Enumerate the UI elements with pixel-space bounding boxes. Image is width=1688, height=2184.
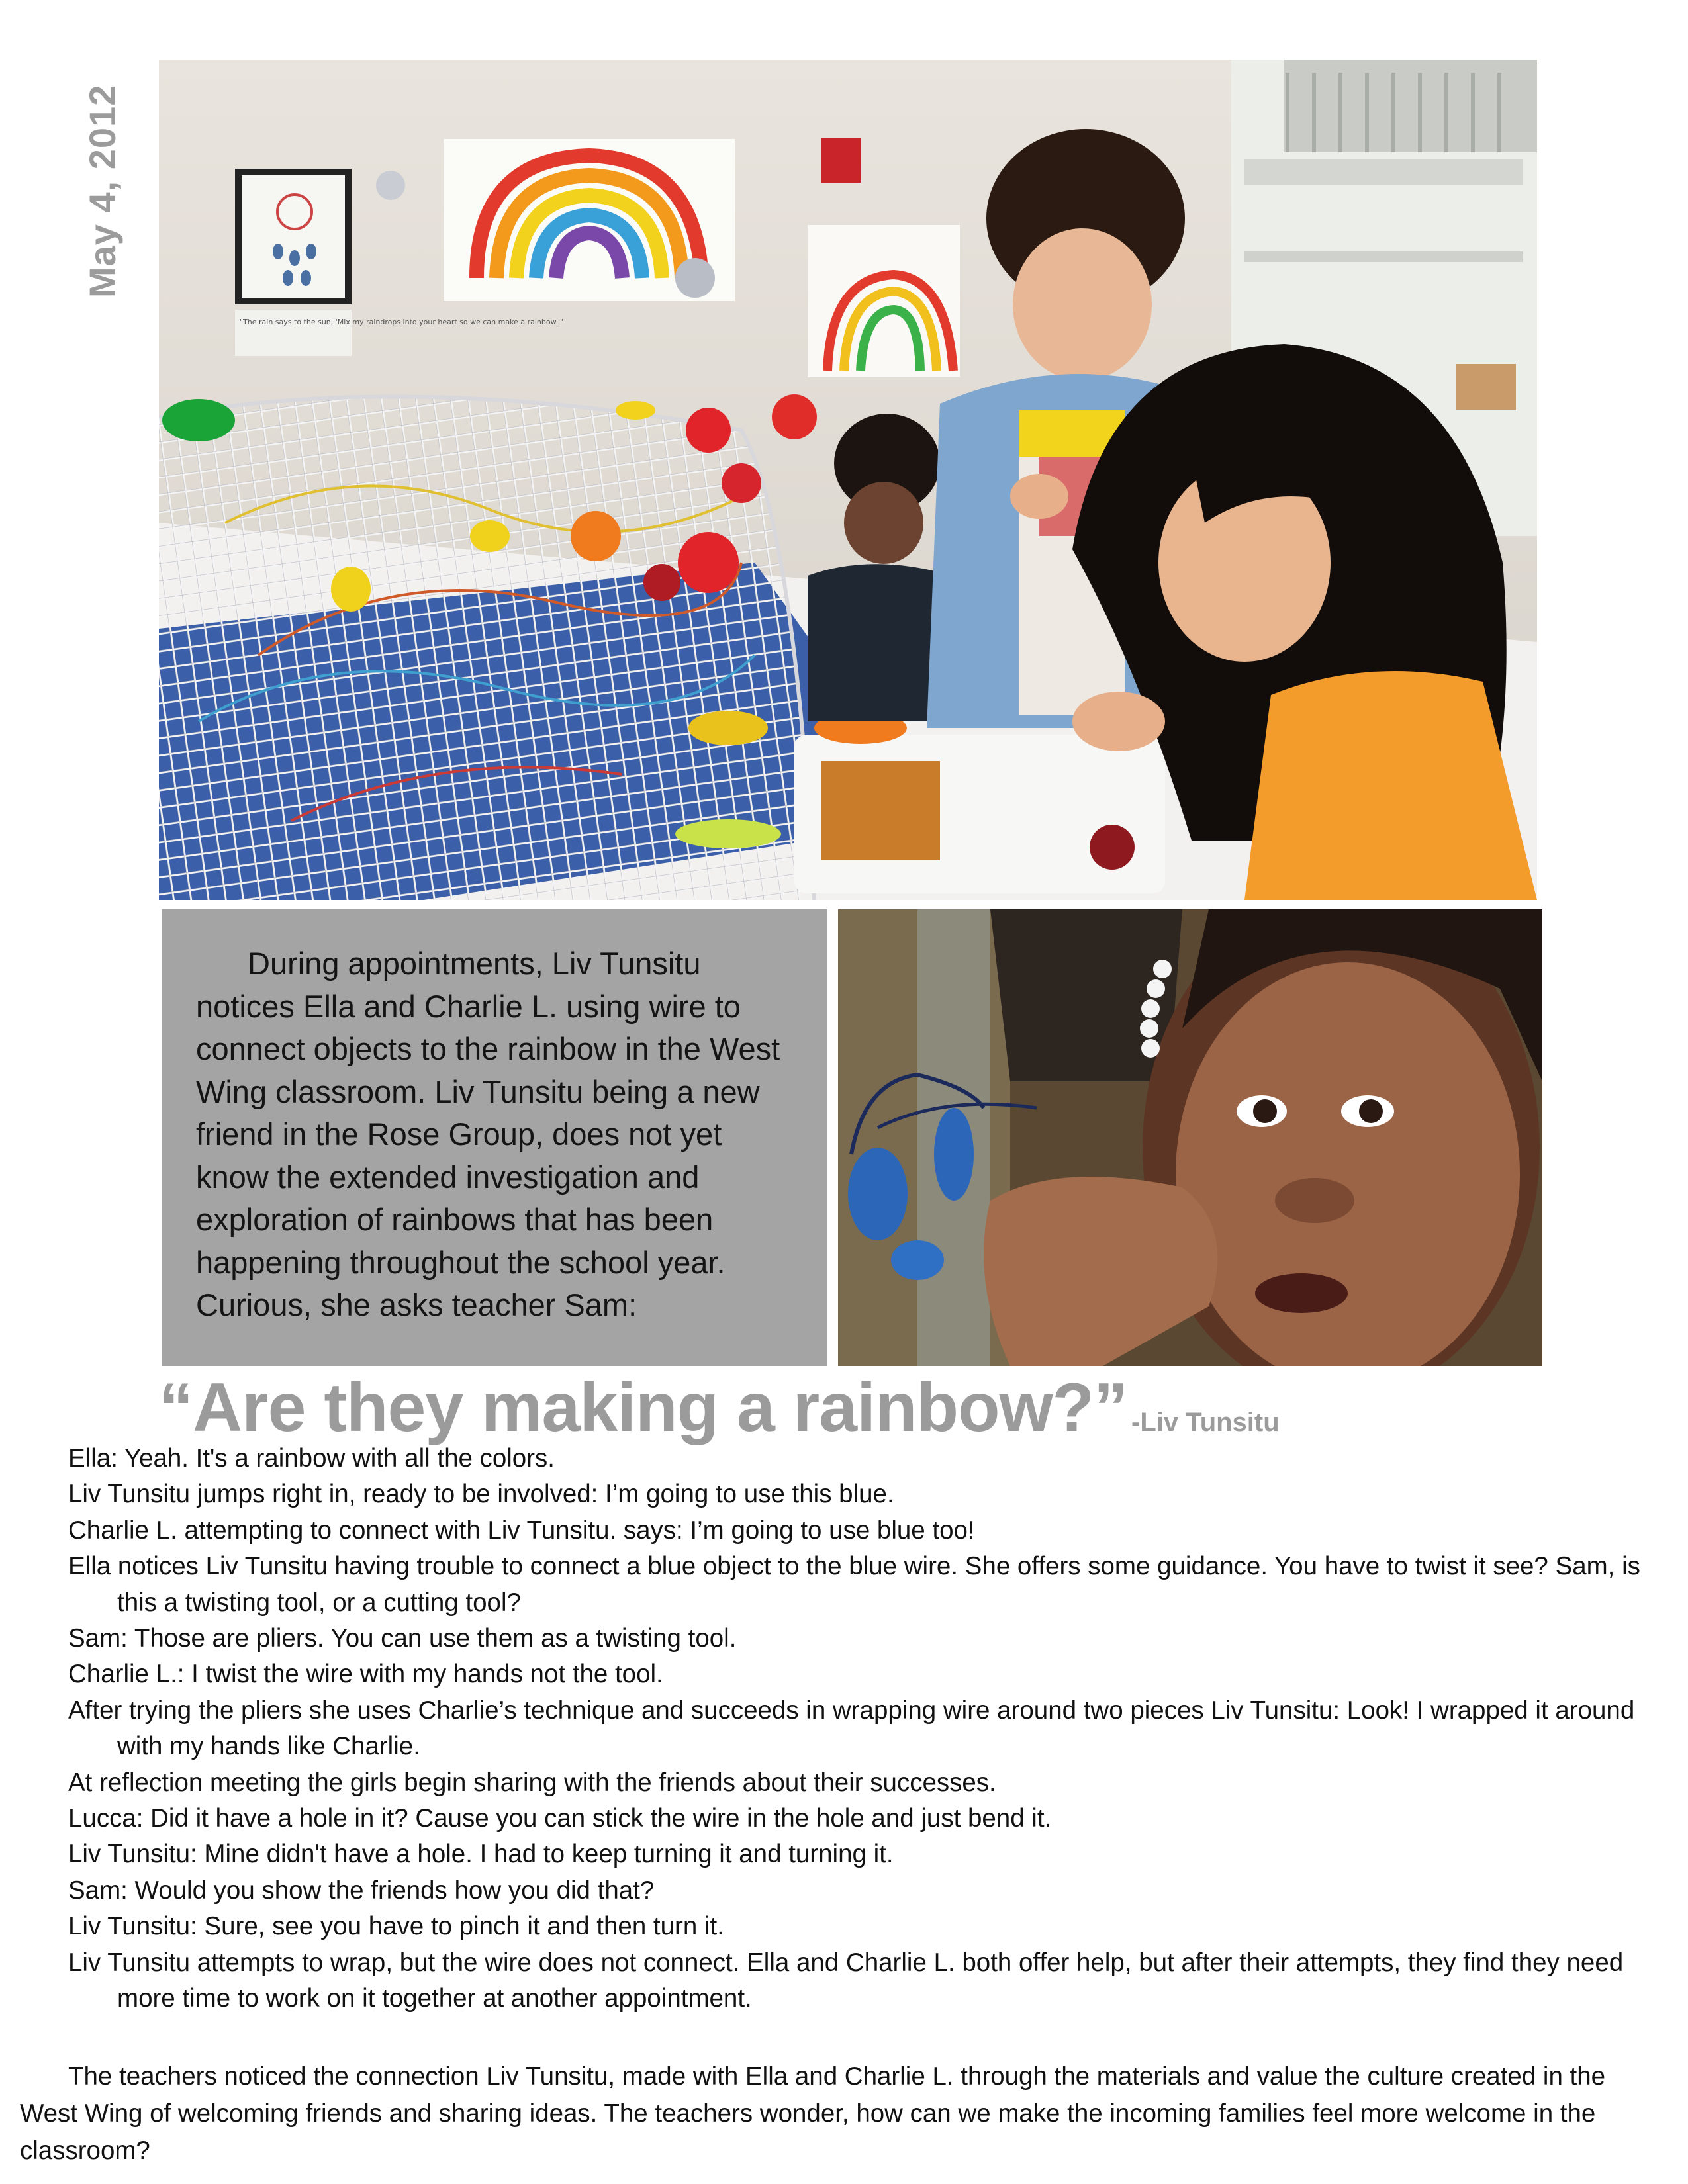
dialogue-line: Liv Tunsitu attempts to wrap, but the wire does not connect. Ella and Charlie L. both offer help, but after their attempts, they find they need more time to work on it together at another appointment. [68,1948,1624,2013]
dialogue-line: Charlie L.: I twist the wire with my hands not the tool. [68,1660,663,1689]
quote-line [159,1369,1280,1447]
dialogue-line: Lucca: Did it have a hole in it? Cause you can stick the wire in the hole and just bend it. [68,1804,1052,1833]
right-photo [838,909,1542,1366]
intro-paragraph: During appointments, Liv Tunsitu notices Ella and Charlie L. using wire to connect objects to the rainbow in the West Wing classroom. Liv Tunsitu being a new friend in the Rose Group, does not yet know the extended investigation and exploration of rainbows that has been happening throughout the school year. Curious, she asks teacher Sam: [196,946,780,1322]
conclusion-paragraph: The teachers noticed the connection Liv Tunsitu, made with Ella and Charlie L. through the materials and value the culture created in the West Wing of welcoming friends and sharing ideas. The teachers wonder, how can we make the incoming families feel more welcome in the classroom? [20,2062,1606,2165]
dialogue-line: Liv Tunsitu: Sure, see you have to pinch it and then turn it. [68,1912,724,1941]
photo-caption-snippet: "The rain says to the sun, 'Mix my raindrops into your heart so we can make a rainbow.'" [240,318,564,326]
quote-attribution: -Liv Tunsitu [1131,1408,1280,1437]
intro-caption-box [162,909,827,1366]
dialogue-line: At reflection meeting the girls begin sharing with the friends about their successes. [68,1768,996,1797]
dialogue-line: After trying the pliers she uses Charlie’s technique and succeeds in wrapping wire around two pieces Liv Tunsitu: Look! I wrapped it around with my hands like Charlie. [68,1696,1635,1761]
dialogue-line: Liv Tunsitu jumps right in, ready to be involved: I’m going to use this blue. [68,1480,894,1509]
dialogue-line: Liv Tunsitu: Mine didn't have a hole. I had to keep turning it and turning it. [68,1840,894,1869]
dialogue-line: Charlie L. attempting to connect with Liv Tunsitu. says: I’m going to use blue too! [68,1516,975,1545]
top-photo [159,60,1537,900]
quote-text: “Are they making a rainbow?” [159,1369,1127,1446]
dialogue-transcript [20,1441,1668,2017]
dialogue-line: Ella: Yeah. It's a rainbow with all the colors. [68,1444,555,1473]
date-label: May 4, 2012 [81,84,123,298]
dialogue-line: Sam: Those are pliers. You can use them as a twisting tool. [68,1624,737,1653]
dialogue-line: Ella notices Liv Tunsitu having trouble to connect a blue object to the blue wire. She offers some guidance. You have to twist it see? Sam, is this a twisting tool, or a cutting tool? [68,1552,1640,1617]
dialogue-line: Sam: Would you show the friends how you did that? [68,1876,655,1905]
